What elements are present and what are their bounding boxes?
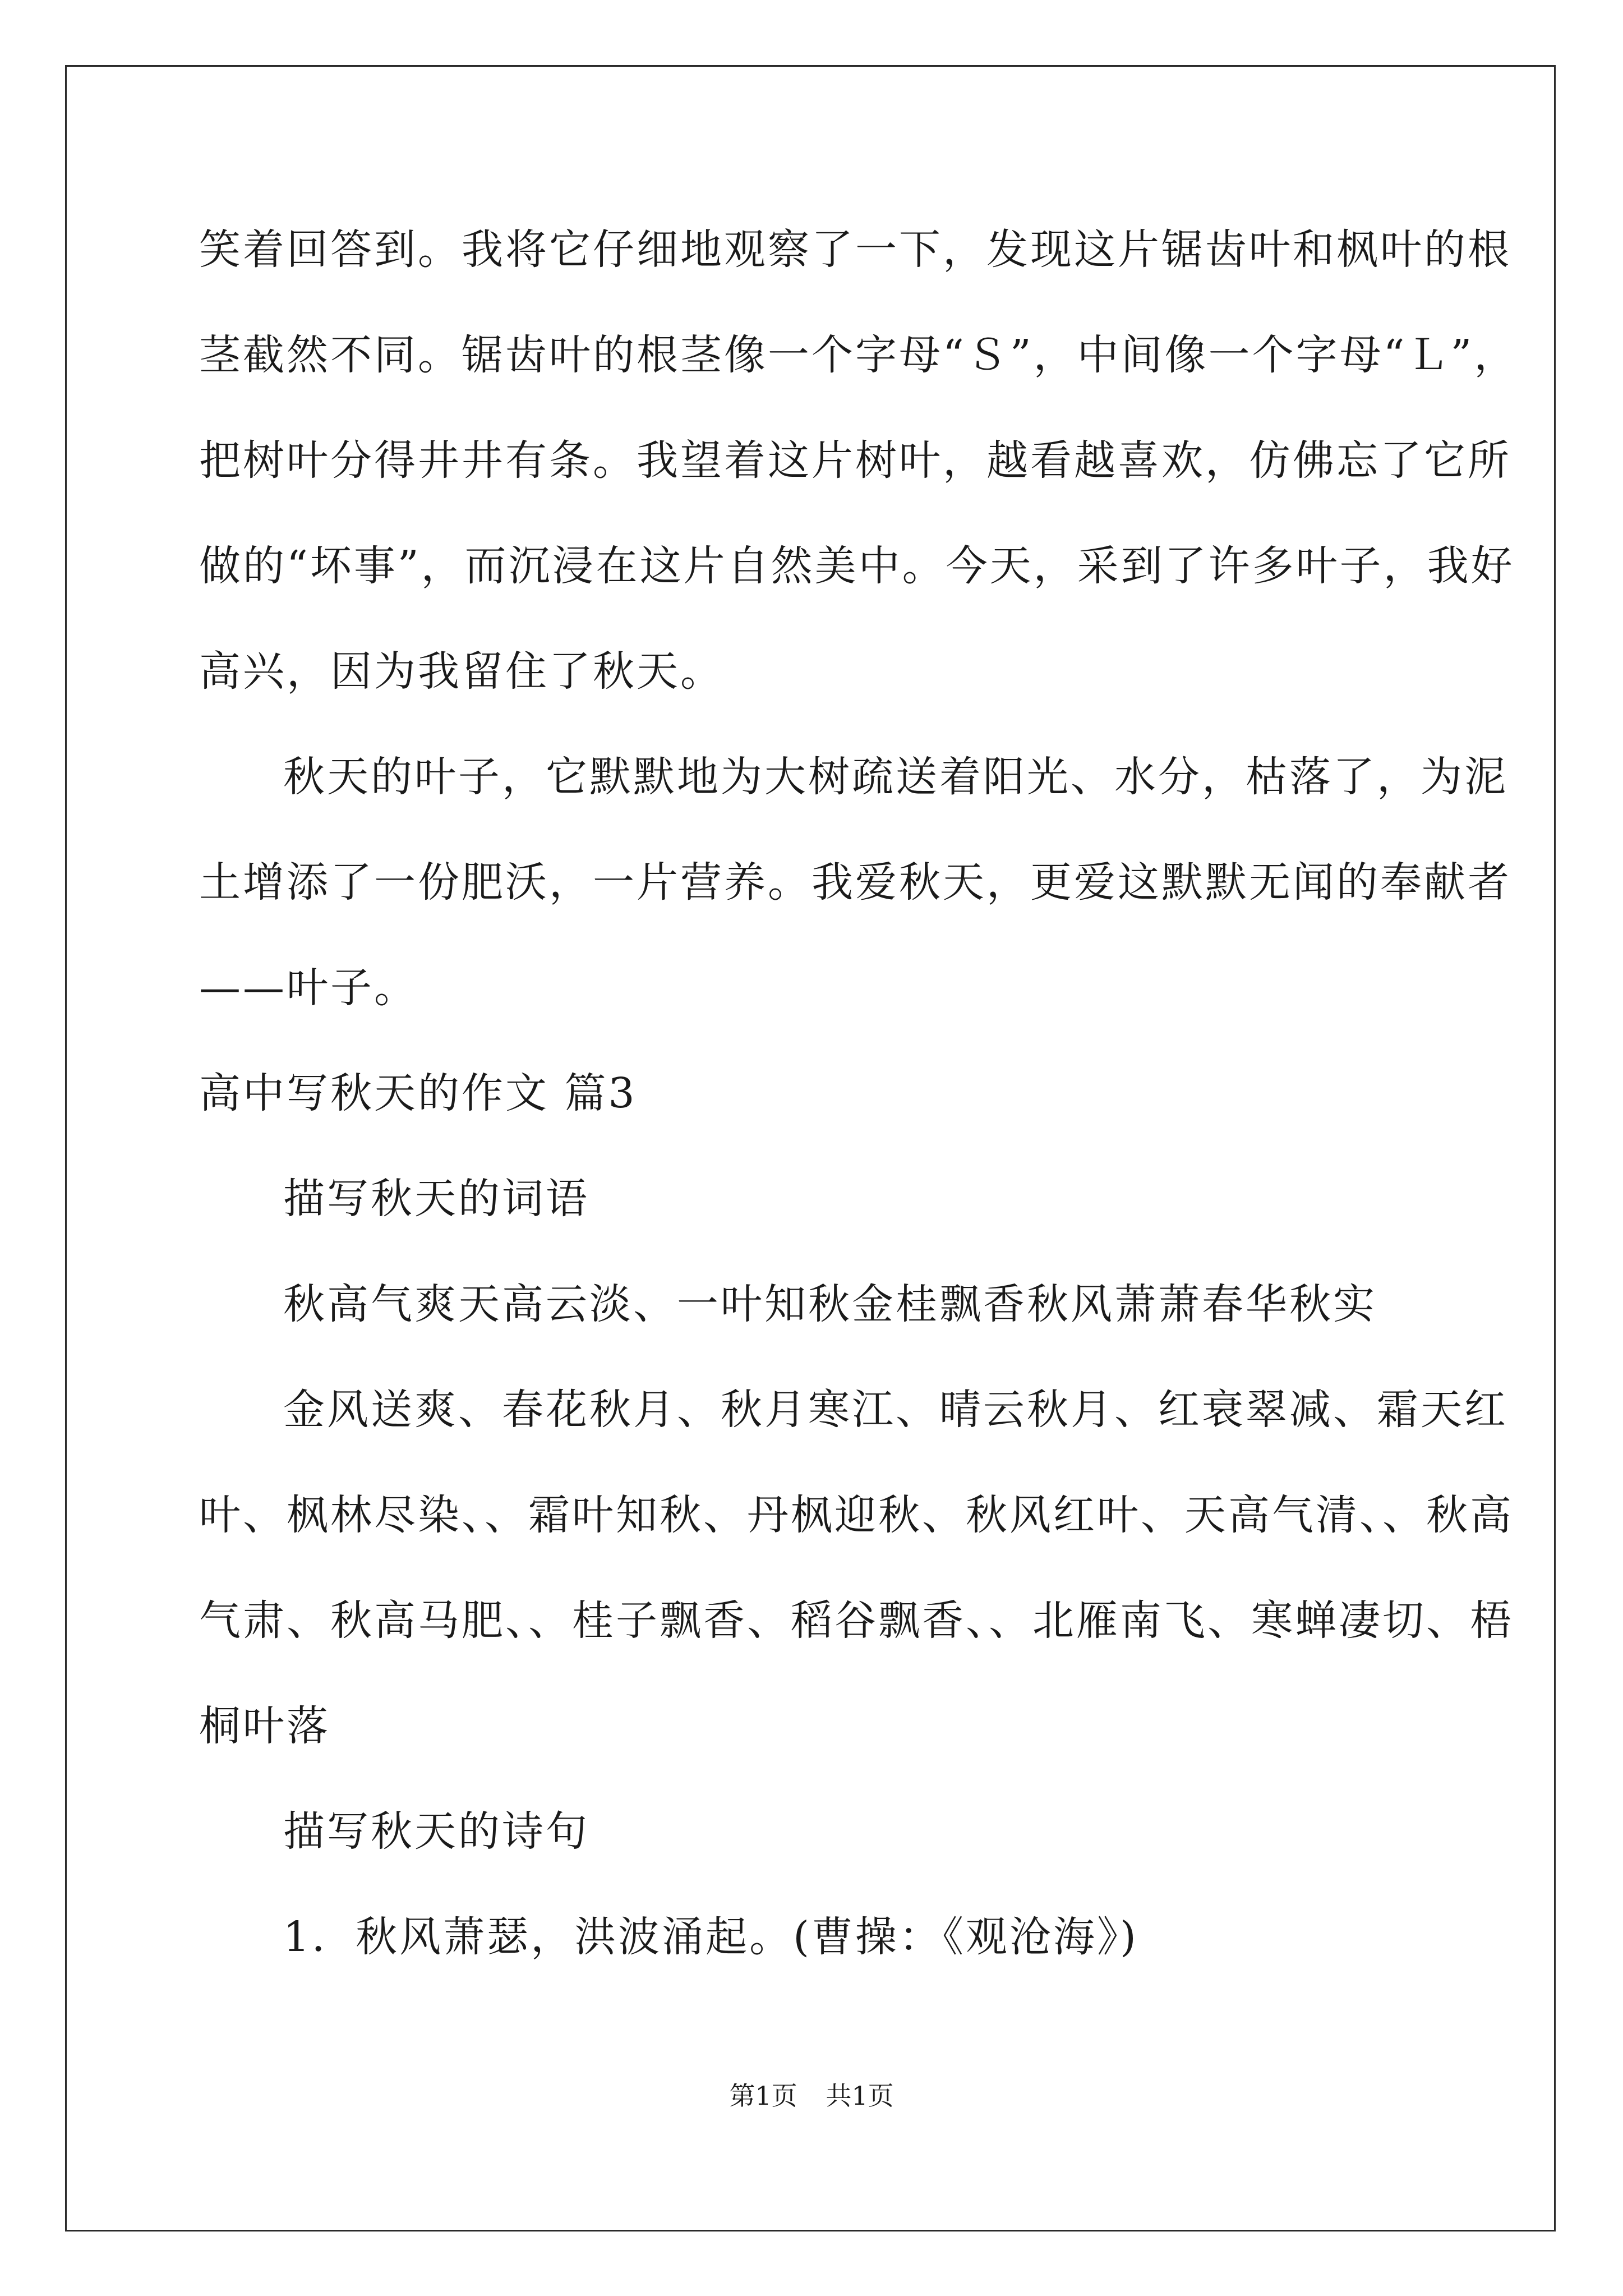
paragraph-line: 叶、枫林尽染、、霜叶知秋、丹枫迎秋、秋风红叶、天高气清、、秋高 xyxy=(199,1491,1514,1539)
paragraph-line: 桐叶落 xyxy=(199,1702,330,1750)
page-number: 第1页 xyxy=(729,2081,797,2111)
document-body xyxy=(199,208,1518,2000)
paragraph-line: 做的“坏事”，而沉浸在这片自然美中。今天，采到了许多叶子，我好 xyxy=(199,542,1515,590)
paragraph-line: 秋天的叶子，它默默地为大树疏送着阳光、水分，枯落了，为泥 xyxy=(283,753,1508,801)
paragraph-line: 秋高气爽天高云淡、一叶知秋金桂飘香秋风萧萧春华秋实 xyxy=(283,1280,1377,1328)
subheading: 描写秋天的诗句 xyxy=(283,1807,589,1856)
paragraph-line: 土增添了一份肥沃，一片营养。我爱秋天，更爱这默默无闻的奉献者 xyxy=(199,858,1511,907)
paragraph-line: 把树叶分得井井有条。我望着这片树叶，越看越喜欢，仿佛忘了它所 xyxy=(199,436,1511,485)
paragraph-line: 茎截然不同。锯齿叶的根茎像一个字母“Ｓ”，中间像一个字母“Ｌ”， xyxy=(199,331,1518,379)
paragraph-line: 气肃、秋高马肥、、桂子飘香、稻谷飘香、、北雁南飞、寒蝉凄切、梧 xyxy=(199,1596,1514,1645)
paragraph-line: 笑着回答到。我将它仔细地观察了一下，发现这片锯齿叶和枫叶的根 xyxy=(199,226,1511,274)
section-heading: 高中写秋天的作文 篇3 xyxy=(199,1069,637,1117)
page-footer xyxy=(0,2076,1623,2113)
subheading: 描写秋天的词语 xyxy=(283,1175,589,1223)
poem-line: 1．秋风萧瑟，洪波涌起。(曹操：《观沧海》) xyxy=(283,1913,1138,1961)
paragraph-line: 金风送爽、春花秋月、秋月寒江、晴云秋月、红衰翠减、霜天红 xyxy=(283,1386,1508,1434)
paragraph-line: 高兴，因为我留住了秋天。 xyxy=(199,647,724,696)
page-total: 共1页 xyxy=(826,2081,894,2111)
paragraph-line: ——叶子。 xyxy=(199,964,418,1012)
